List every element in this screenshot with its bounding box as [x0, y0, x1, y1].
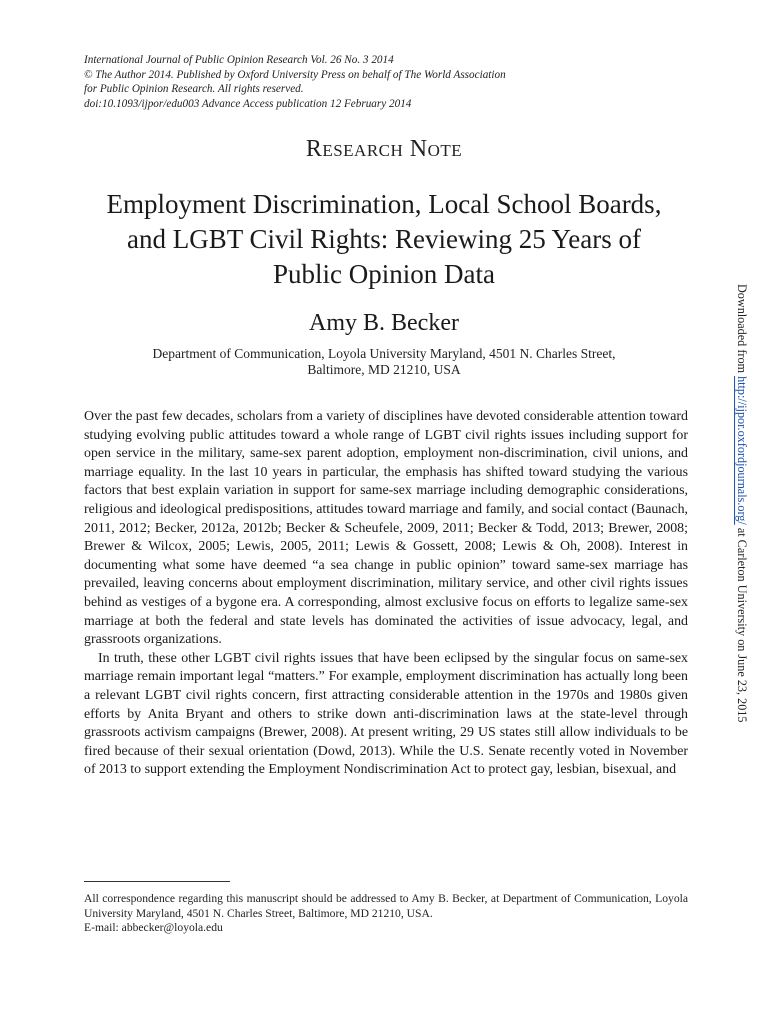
download-prefix: Downloaded from	[735, 284, 749, 377]
affiliation-line-2: Baltimore, MD 21210, USA	[307, 362, 461, 377]
download-watermark	[734, 284, 749, 722]
article-title	[84, 187, 684, 292]
article-body	[84, 408, 688, 780]
download-suffix: at Carleton University on June 23, 2015	[735, 524, 749, 723]
journal-link[interactable]: http://ijpor.oxfordjournals.org/	[735, 376, 749, 525]
body-paragraph-2: In truth, these other LGBT civil rights issues that have been eclipsed by the singular focus on same-sex marriage remain important legal “matters.” For example, employment discrimination has actually long been a relevant LGBT civil rights concern, first attracting considerable attention in the 1970s and 1980s given efforts by Anita Bryant and others to strike down anti-discrimination laws at the state-level through grassroots activism campaigns (Brewer, 2008). At present writing, 29 US states still allow individuals to be fired because of their sexual orientation (Dowd, 2013). While the U.S. Senate recently voted in November of 2013 to support extending the Employment Nondiscrimination Act to protect gay, lesbian, bisexual, and	[84, 650, 688, 778]
footnote	[84, 892, 688, 936]
title-line-3: Public Opinion Data	[273, 259, 495, 289]
copyright-line: © The Author 2014. Published by Oxford University Press on behalf of The World Association	[84, 68, 506, 81]
title-line-1: Employment Discrimination, Local School Boards,	[106, 189, 662, 219]
author-name: Amy B. Becker	[309, 310, 459, 336]
doi-line: doi:10.1093/ijpor/edu003 Advance Access publication 12 February 2014	[84, 97, 412, 110]
body-paragraph-1: Over the past few decades, scholars from a variety of disciplines have devoted considerable attention toward studying evolving public attitudes toward a whole range of LGBT civil rights issues including support for open service in the military, same-sex parent adoption, employment non-discrimination, civil unions, and marriage equality. In the last 10 years in particular, the emphasis has shifted toward studying the various factors that best explain variation in support for same-sex marriage including demographic considerations, religious and ideological predispositions, attitudes toward marriage and family, and social contact (Baunach, 2011, 2012; Becker, 2012a, 2012b; Becker & Scheufele, 2009, 2011; Becker & Todd, 2013; Brewer, 2008; Brewer & Wilcox, 2005; Lewis, 2005, 2011; Lewis & Gossett, 2008; Lewis & Oh, 2008). Interest in documenting what some have deemed “a sea change in public opinion” toward same-sex marriage has prevailed, leaving concerns about employment discrimination, military service, and other civil rights issues behind as vestiges of a bygone era. A corresponding, almost exclusive focus on efforts to legalize same-sex marriage at both the federal and state levels has dominated the activities of issue advocacy, legal, and grassroots organizations.	[84, 409, 688, 648]
title-line-2: and LGBT Civil Rights: Reviewing 25 Years of	[126, 224, 641, 254]
section-label: Research Note	[305, 136, 463, 162]
rights-line: for Public Opinion Research. All rights reserved.	[84, 83, 304, 96]
journal-citation: International Journal of Public Opinion Research Vol. 26 No. 3 2014	[84, 54, 394, 66]
journal-header	[84, 53, 644, 111]
author-email: E-mail: abbecker@loyola.edu	[84, 921, 223, 934]
author-affiliation	[84, 346, 684, 378]
correspondence-note: All correspondence regarding this manuscript should be addressed to Amy B. Becker, at Department of Communication, Loyola University Maryland, 4501 N. Charles Street, Baltimore, MD 21210, USA.	[84, 892, 688, 920]
affiliation-line-1: Department of Communication, Loyola University Maryland, 4501 N. Charles Street,	[152, 346, 616, 361]
footnote-divider	[84, 881, 230, 882]
